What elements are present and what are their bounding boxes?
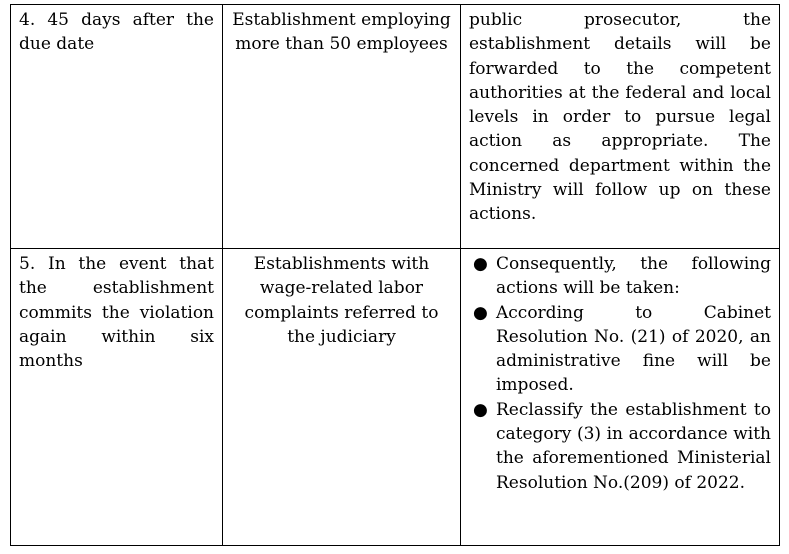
establishment-text: Establishment employing more than 50 employees — [232, 10, 451, 55]
establishment-text: Establishments with wage-related labor complaints referred to the judiciary — [244, 254, 439, 347]
action-cell — [461, 249, 780, 546]
list-item — [469, 398, 771, 495]
establishment-cell — [223, 249, 461, 546]
bullet-text: According to Cabinet Resolution No. (21) of 2020, an administrative fine will be imposed. — [496, 302, 771, 396]
table-row — [11, 5, 780, 249]
violations-table — [10, 4, 780, 546]
condition-cell — [11, 249, 223, 546]
establishment-cell — [223, 5, 461, 249]
bullet-text: Consequently, the following actions will be taken: — [496, 254, 771, 299]
action-cell — [461, 5, 780, 249]
bullet-icon: ● — [473, 302, 488, 323]
condition-cell — [11, 5, 223, 249]
bullet-icon: ● — [473, 399, 488, 420]
bullet-icon: ● — [473, 254, 488, 274]
table-row — [11, 249, 780, 546]
action-text: public prosecutor, the establishment details will be forwarded to the competent authorities at the federal and local levels in order to pursue legal action as appropriate. The concerned department within the Ministry will follow up on these actions. — [469, 10, 771, 225]
condition-text: 5. In the event that the establishment commits the violation again within six months — [19, 254, 214, 372]
action-bullet-list — [469, 252, 771, 495]
bullet-text: Reclassify the establishment to category (3) in accordance with the aforementioned Ministerial Resolution No.(209) of 2022. — [496, 399, 771, 493]
list-item — [469, 301, 771, 398]
condition-text: 4. 45 days after the due date — [19, 10, 214, 55]
list-item — [469, 252, 771, 301]
